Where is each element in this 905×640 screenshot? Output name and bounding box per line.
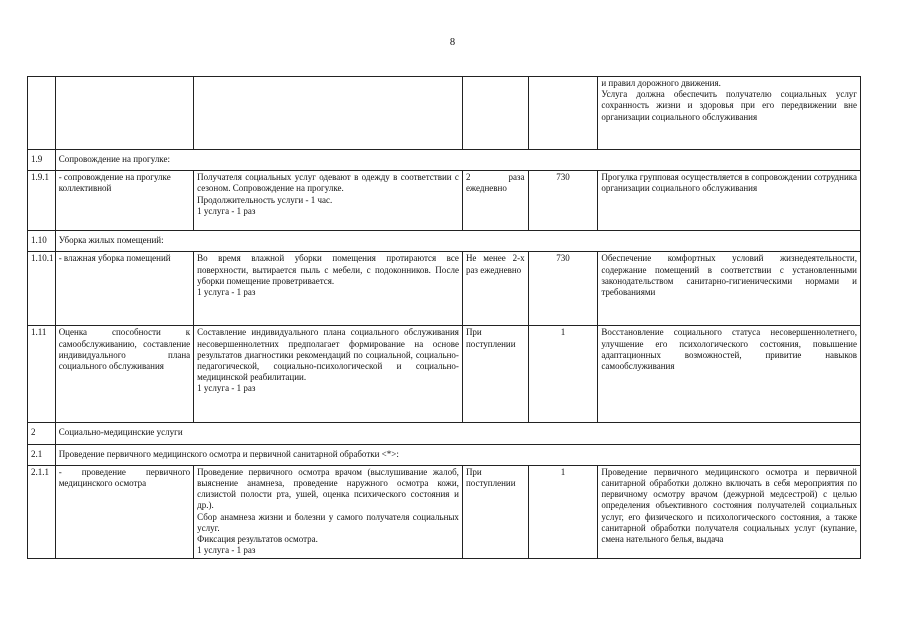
item-number: 2.1.1 bbox=[28, 465, 56, 559]
section-title: Проведение первичного медицинского осмотра и первичной санитарной обработки <*>: bbox=[55, 444, 860, 465]
result-description: Проведение первичного медицинского осмотра и первичной санитарной обработки должно включать в себя мероприятия по первичному осмотру врачом (дежурной медсестрой) с целью определения объективного состояния получателей социальных услуг, его физического и психологического состояния, а также санитарной обработки получателя социальных услуг (купание, смена нательного белья, выдача bbox=[598, 465, 861, 559]
result-description: Восстановление социального статуса несовершеннолетнего, улучшение его психологического состояния, повышение адаптационных возможностей, привитие навыков самообслуживания bbox=[598, 326, 861, 423]
service-name: - сопровождение на прогулке коллективной bbox=[55, 171, 193, 231]
table-row bbox=[28, 465, 861, 559]
result-description: Прогулка групповая осуществляется в сопровождении сотрудника организации социального обслуживания bbox=[598, 171, 861, 231]
item-number: 2.1 bbox=[28, 444, 56, 465]
item-number: 1.10 bbox=[28, 231, 56, 252]
periodicity: Не менее 2-х раз ежедневно bbox=[462, 252, 528, 326]
item-number: 2 bbox=[28, 423, 56, 444]
service-name: - влажная уборка помещений bbox=[55, 252, 193, 326]
table-row bbox=[28, 171, 861, 231]
table-row bbox=[28, 77, 861, 150]
service-content: Составление индивидуального плана социального обслуживания несовершеннолетних предполагает формирование на основе результатов диагностики рекомендаций по социальной, социально-педагогической, социально-психологической и социально-медицинской реабилитации. 1 услуга - 1 раз bbox=[194, 326, 463, 423]
service-content: Во время влажной уборки помещения протираются все поверхности, вытирается пыль с мебели, с подоконников. После уборки помещение проветривается. 1 услуга - 1 раз bbox=[194, 252, 463, 326]
item-number: 1.11 bbox=[28, 326, 56, 423]
item-number: 1.10.1 bbox=[28, 252, 56, 326]
periodicity: При поступлении bbox=[462, 465, 528, 559]
service-name: - проведение первичного медицинского осмотра bbox=[55, 465, 193, 559]
service-content: Проведение первичного осмотра врачом (выслушивание жалоб, выяснение анамнеза, проведение наружного осмотра кожи, слизистой полости рта, ушей, оценка психического состояния и др.). Сбор анамнеза жизни и болезни у самого получателя социальных услуг. Фиксация результатов осмотра. 1 услуга - 1 раз bbox=[194, 465, 463, 559]
section-title: Социально-медицинские услуги bbox=[55, 423, 860, 444]
section-row bbox=[28, 423, 861, 444]
service-name: Оценка способности к самообслуживанию, составление индивидуального плана социального обслуживания bbox=[55, 326, 193, 423]
services-table bbox=[27, 76, 861, 559]
section-title: Уборка жилых помещений: bbox=[55, 231, 860, 252]
table-row bbox=[28, 252, 861, 326]
result-description: и правил дорожного движения. Услуга должна обеспечить получателю социальных услуг сохранность жизни и здоровья при его передвижении вне организации социального обслуживания bbox=[598, 77, 861, 150]
section-row bbox=[28, 150, 861, 171]
service-volume: 730 bbox=[528, 171, 598, 231]
result-description: Обеспечение комфортных условий жизнедеятельности, содержание помещений в соответствии с установленными законодательством санитарно-гигиеническими нормами и требованиями bbox=[598, 252, 861, 326]
page-number: 8 bbox=[449, 37, 456, 48]
table-row bbox=[28, 326, 861, 423]
item-number: 1.9.1 bbox=[28, 171, 56, 231]
periodicity: 2 раза ежедневно bbox=[462, 171, 528, 231]
service-volume: 1 bbox=[528, 326, 598, 423]
service-volume: 1 bbox=[528, 465, 598, 559]
item-number: 1.9 bbox=[28, 150, 56, 171]
periodicity: При поступлении bbox=[462, 326, 528, 423]
service-content: Получателя социальных услуг одевают в одежду в соответствии с сезоном. Сопровождение на прогулке. Продолжительность услуги - 1 час. 1 услуга - 1 раз bbox=[194, 171, 463, 231]
section-title: Сопровождение на прогулке: bbox=[55, 150, 860, 171]
section-row bbox=[28, 444, 861, 465]
section-row bbox=[28, 231, 861, 252]
service-volume: 730 bbox=[528, 252, 598, 326]
